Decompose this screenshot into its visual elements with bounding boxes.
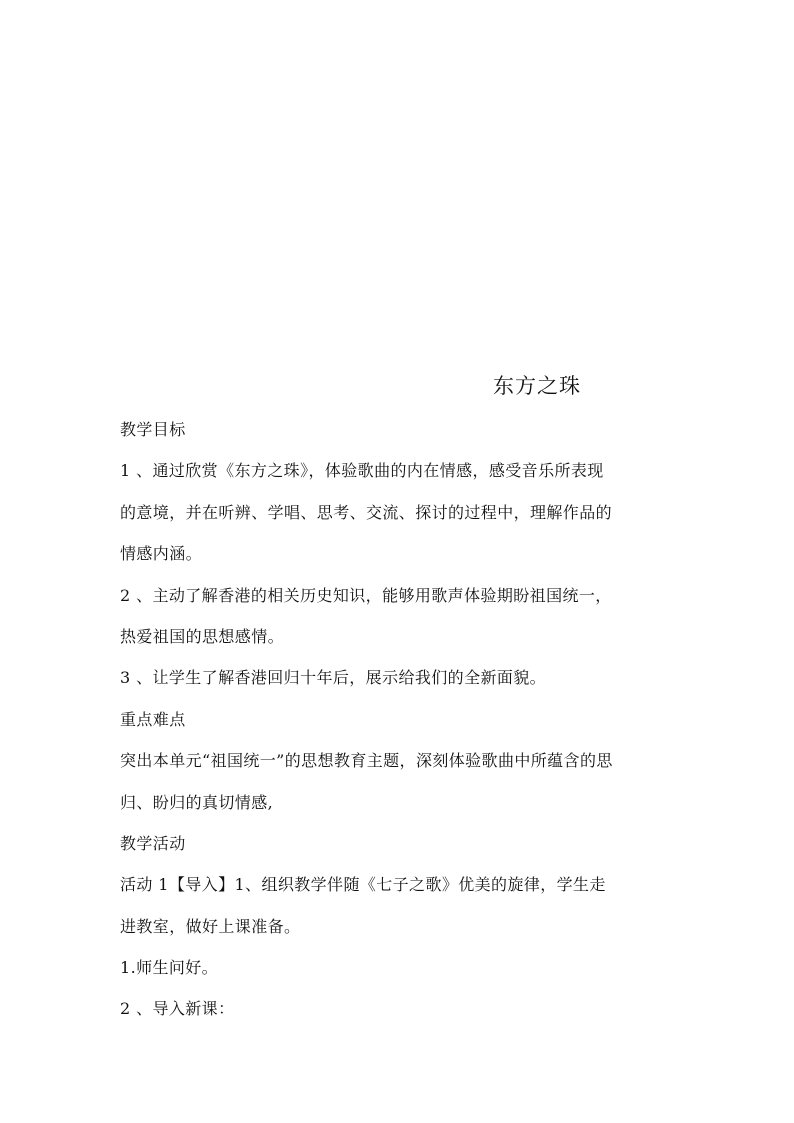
paragraph-line: 3 、让学生了解香港回归十年后，展示给我们的全新面貌。 [120, 668, 547, 688]
paragraph-line: 1.师生问好。 [120, 958, 219, 978]
paragraph-line: 2 、导入新课： [120, 999, 235, 1019]
paragraph-line: 1 、通过欣赏《东方之珠》，体验歌曲的内在情感，感受音乐所表现 [120, 461, 604, 481]
section-heading-objectives: 教学目标 [120, 420, 186, 439]
paragraph-line: 的意境，并在听辨、学唱、思考、交流、探讨的过程中，理解作品的 [120, 502, 613, 522]
document-body [120, 414, 680, 1035]
section-heading-activities: 教学活动 [120, 833, 186, 853]
paragraph-line: 热爱祖国的思想感情。 [120, 626, 285, 646]
paragraph-line: 活动 1【导入】1、组织教学伴随《七子之歌》优美的旋律，学生走 [120, 875, 606, 895]
paragraph-line: 2 、主动了解香港的相关历史知识，能够用歌声体验期盼祖国统一， [120, 585, 612, 605]
paragraph-line: 突出本单元“祖国统一”的思想教育主题，深刻体验歌曲中所蕴含的思 [120, 751, 613, 771]
section-heading-key-points: 重点难点 [120, 709, 186, 729]
paragraph-line: 归、盼归的真切情感, [120, 792, 274, 812]
document-title: 东方之珠 [493, 374, 581, 398]
paragraph-line: 进教室，做好上课准备。 [120, 916, 301, 936]
paragraph-line: 情感内涵。 [120, 544, 203, 564]
